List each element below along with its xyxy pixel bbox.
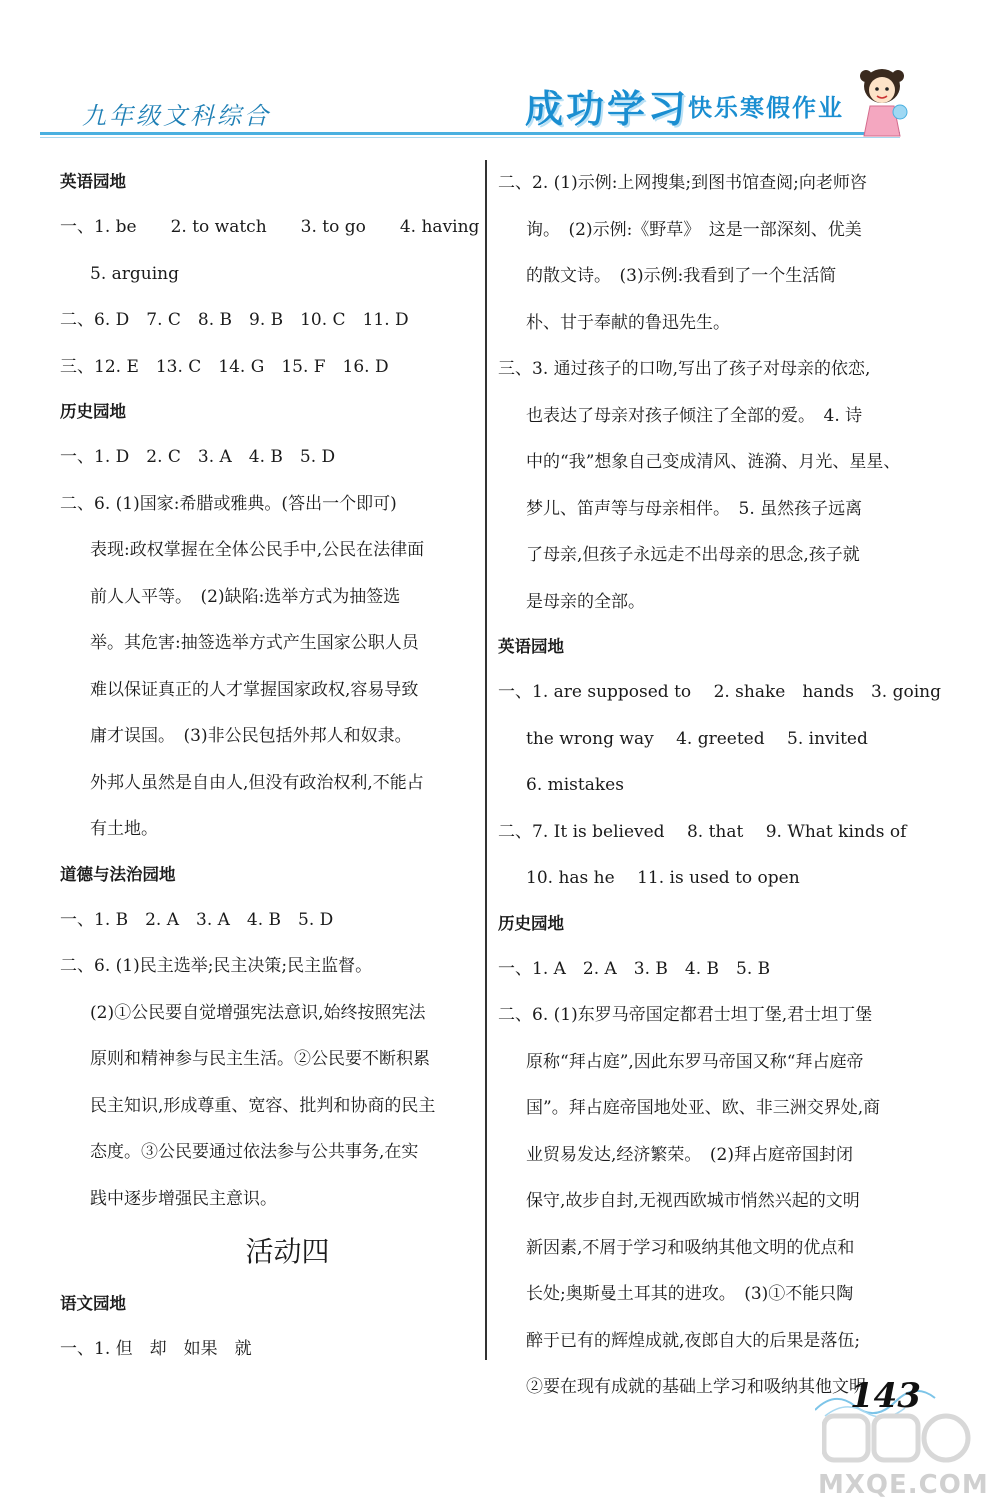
brand-subtitle: 快乐寒假作业 xyxy=(688,94,844,122)
answer-line: 一、1. be 2. to watch 3. to go 4. having xyxy=(60,217,480,237)
answer-line: 一、1. 但 却 如果 就 xyxy=(60,1339,252,1359)
answer-line: 二、6. (1)东罗马帝国定都君士坦丁堡,君士坦丁堡 xyxy=(498,1005,873,1025)
section-heading: 历史园地 xyxy=(498,913,564,933)
answer-line: (2)①公民要自觉增强宪法意识,始终按照宪法 xyxy=(90,1002,426,1023)
answer-line: 也表达了母亲对孩子倾注了全部的爱。 4. 诗 xyxy=(526,405,863,426)
column-divider xyxy=(485,160,487,1360)
page-header xyxy=(0,0,1000,150)
answer-line: 一、1. A 2. A 3. B 4. B 5. B xyxy=(498,958,771,979)
answer-line: 的散文诗。 (3)示例:我看到了一个生活简 xyxy=(526,266,837,286)
right-column xyxy=(498,160,942,1411)
answer-line: 5. arguing xyxy=(90,263,179,284)
answer-line: 朴、甘于奉献的鲁迅先生。 xyxy=(526,312,730,333)
answer-line: 民主知识,形成尊重、宽容、批判和协商的民主 xyxy=(90,1095,436,1116)
page-number: 143 xyxy=(850,1376,921,1416)
answer-line: 庸才误国。 (3)非公民包括外邦人和奴隶。 xyxy=(90,726,412,746)
answer-line: 新因素,不屑于学习和吸纳其他文明的优点和 xyxy=(526,1237,855,1258)
answer-line: 表现:政权掌握在全体公民手中,公民在法律面 xyxy=(90,540,425,560)
answer-line: 外邦人虽然是自由人,但没有政治权利,不能占 xyxy=(90,772,424,793)
answer-line: 6. mistakes xyxy=(526,775,624,795)
answer-line: 二、6. (1)国家:希腊或雅典。(答出一个即可) xyxy=(60,493,397,514)
answer-line: 一、1. are supposed to 2. shake hands 3. going xyxy=(498,682,942,702)
answer-line: 国”。拜占庭帝国地处亚、欧、非三洲交界处,商 xyxy=(526,1098,881,1118)
brand-title: 成功学习 xyxy=(525,87,690,131)
answer-line: 难以保证真正的人才掌握国家政权,容易导致 xyxy=(90,679,419,700)
watermark-logo-icon xyxy=(822,1412,972,1466)
answer-line: 了母亲,但孩子永远走不出母亲的思念,孩子就 xyxy=(526,545,860,565)
answer-line: 10. has he 11. is used to open xyxy=(526,868,800,888)
section-heading: 语文园地 xyxy=(60,1294,126,1313)
answer-line: 原称“拜占庭”,因此东罗马帝国又称“拜占庭帝 xyxy=(526,1051,864,1072)
answer-line: 是母亲的全部。 xyxy=(526,591,645,612)
watermark-text: MXQE.COM xyxy=(818,1470,989,1500)
answer-line: 长处;奥斯曼土耳其的进攻。 (3)①不能只陶 xyxy=(526,1284,854,1304)
answer-line: 中的“我”想象自己变成清风、涟漪、月光、星星、 xyxy=(526,452,901,472)
answer-line: 询。 (2)示例:《野草》 这是一部深刻、优美 xyxy=(526,219,862,240)
answer-line: 保守,故步自封,无视西欧城市悄然兴起的文明 xyxy=(526,1191,860,1211)
answer-line: 原则和精神参与民主生活。②公民要不断积累 xyxy=(90,1049,430,1069)
answer-line: 三、3. 通过孩子的口吻,写出了孩子对母亲的依恋, xyxy=(498,359,871,379)
answer-line: 二、6. (1)民主选举;民主决策;民主监督。 xyxy=(60,956,373,976)
section-heading: 道德与法治园地 xyxy=(60,864,176,884)
answer-line: 一、1. D 2. C 3. A 4. B 5. D xyxy=(60,447,336,467)
answer-line: 三、12. E 13. C 14. G 15. F 16. D xyxy=(60,356,389,377)
section-heading: 历史园地 xyxy=(60,402,126,421)
answer-line: 二、7. It is believed 8. that 9. What kinds of xyxy=(498,821,907,842)
section-heading: 英语园地 xyxy=(60,172,126,191)
answer-line: the wrong way 4. greeted 5. invited xyxy=(526,728,868,749)
answer-line: 一、1. B 2. A 3. A 4. B 5. D xyxy=(60,909,334,930)
header-rule xyxy=(40,132,900,135)
answer-line: 二、6. D 7. C 8. B 9. B 10. C 11. D xyxy=(60,310,409,330)
answer-line: 业贸易发达,经济繁荣。 (2)拜占庭帝国封闭 xyxy=(526,1144,853,1165)
girl-mascot-icon xyxy=(852,62,912,142)
section-heading: 英语园地 xyxy=(498,637,564,656)
answer-line: 有土地。 xyxy=(90,819,158,839)
header-rule-thin xyxy=(40,137,900,138)
answer-line: 举。其危害:抽签选举方式产生国家公职人员 xyxy=(90,633,419,653)
answer-line: 二、2. (1)示例:上网搜集;到图书馆查阅;向老师咨 xyxy=(498,173,867,193)
answer-line: 醉于已有的辉煌成就,夜郎自大的后果是落伍; xyxy=(526,1330,861,1351)
left-column xyxy=(60,160,480,1373)
answer-line: 前人人平等。 (2)缺陷:选举方式为抽签选 xyxy=(90,586,401,607)
answer-line: 梦儿、笛声等与母亲相伴。 5. 虽然孩子远离 xyxy=(526,498,863,519)
answer-line: 态度。③公民要通过依法参与公共事务,在实 xyxy=(90,1142,419,1162)
answer-line: ②要在现有成就的基础上学习和吸纳其他文明 xyxy=(526,1377,866,1397)
grade-title: 九年级文科综合 xyxy=(82,102,271,130)
answer-line: 践中逐步增强民主意识。 xyxy=(90,1188,277,1209)
activity-heading: 活动四 xyxy=(245,1235,330,1268)
